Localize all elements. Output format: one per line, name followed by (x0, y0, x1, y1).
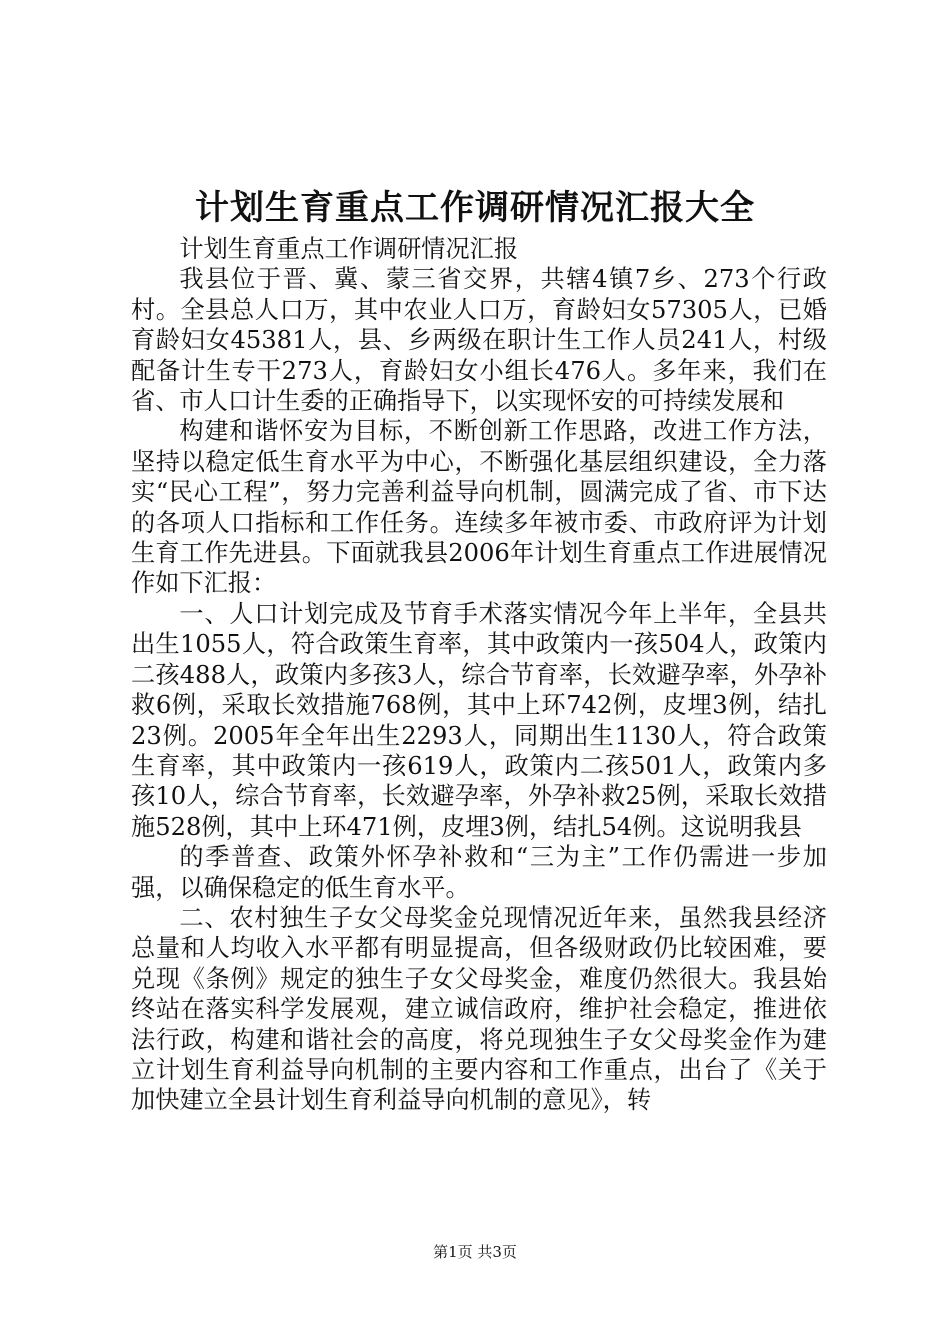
body-paragraph: 构建和谐怀安为目标，不断创新工作思路，改进工作方法，坚持以稳定低生育水平为中心，不断强化基层组织建设，全力落实“民心工程”，努力完善利益导向机制，圆满完成了省、市下达的各项人口指标和工作任务。连续多年被市委、市政府评为计划生育工作先进县。下面就我县2006年计划生育重点工作进展情况作如下汇报： (131, 417, 827, 598)
subtitle-paragraph: 计划生育重点工作调研情况汇报 (179, 235, 519, 263)
body-paragraph: 二、农村独生子女父母奖金兑现情况近年来，虽然我县经济总量和人均收入水平都有明显提高，但各级财政仍比较困难，要兑现《条例》规定的独生子女父母奖金，难度仍然很大。我县始终站在落实科学发展观，建立诚信政府，维护社会稳定，推进依法行政，构建和谐社会的高度，将兑现独生子女父母奖金作为建立计划生育利益导向机制的主要内容和工作重点，出台了《关于加快建立全县计划生育利益导向机制的意见》，转 (131, 903, 827, 1115)
document-body (131, 234, 827, 1116)
page-number-footer: 第1页 共3页 (433, 1243, 517, 1261)
body-paragraph: 一、人口计划完成及节育手术落实情况今年上半年，全县共出生1055人，符合政策生育率，其中政策内一孩504人，政策内二孩488人，政策内多孩3人，综合节育率，长效避孕率，外孕补救6例，采取长效措施768例，其中上环742例，皮埋3例，结扎23例。2005年全年出生2293人，同期出生1130人，符合政策生育率，其中政策内一孩619人，政策内二孩501人，政策内多孩10人，综合节育率，长效避孕率，外孕补救25例，采取长效措施528例，其中上环471例，皮埋3例，结扎54例。这说明我县 (131, 599, 827, 841)
document-title: 计划生育重点工作调研情况汇报大全 (195, 188, 755, 228)
body-paragraph: 我县位于晋、冀、蒙三省交界，共辖4镇7乡、273个行政村。全县总人口万，其中农业人口万，育龄妇女57305人，已婚育龄妇女45381人，县、乡两级在职计生工作人员241人，村级配备计生专干273人，育龄妇女小组长476人。多年来，我们在省、市人口计生委的正确指导下，以实现怀安的可持续发展和 (131, 265, 827, 416)
body-paragraph: 的季普查、政策外怀孕补救和“三为主”工作仍需进一步加强，以确保稳定的低生育水平。 (131, 843, 827, 902)
